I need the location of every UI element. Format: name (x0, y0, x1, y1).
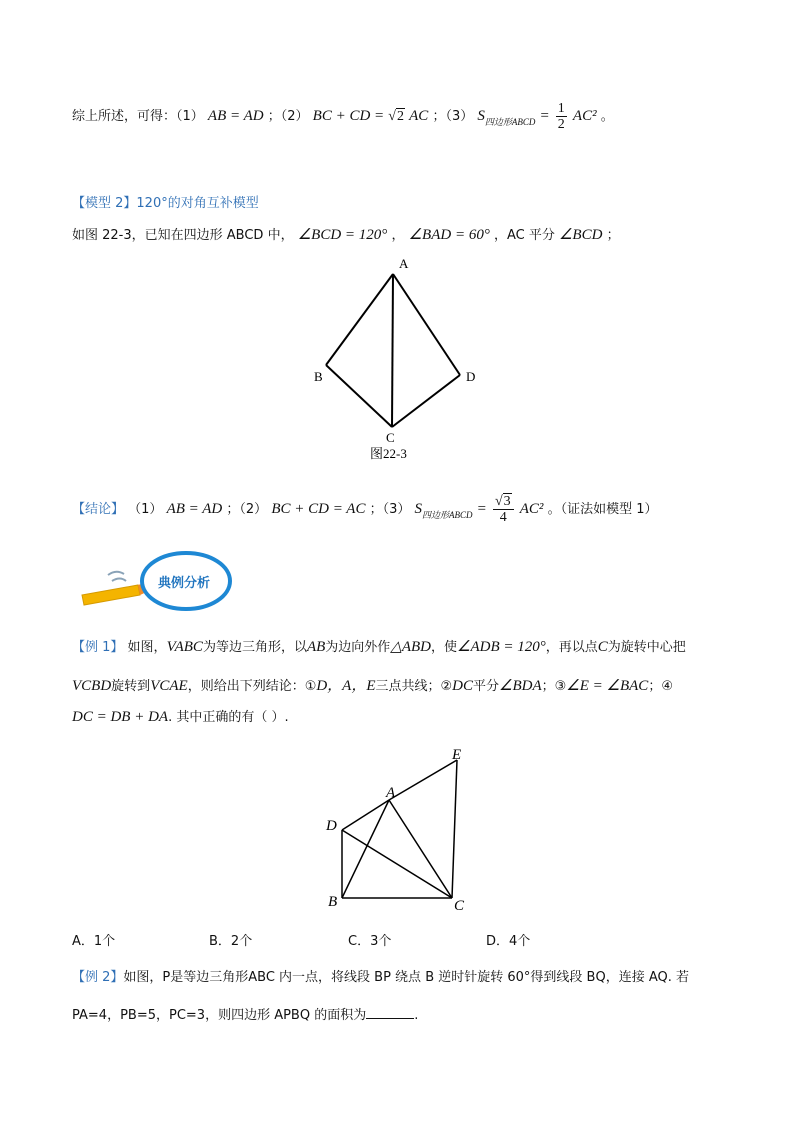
summary-prefix: 综上所述，可得：（1） (72, 109, 204, 124)
model2-comma: ， (391, 228, 405, 243)
pencil-icon (82, 572, 149, 605)
option-c[interactable]: C．3个 (348, 934, 392, 949)
fig223-edge-ad (393, 274, 460, 375)
summary-sep2: ；（3） (432, 109, 474, 124)
example1-l2-d: 平分 (473, 679, 500, 694)
example1-l2-f: ；④ (648, 679, 673, 694)
figure-22-3 (300, 250, 500, 465)
conclusion-tag: 【结论】 (72, 502, 125, 517)
example1-figure (318, 740, 478, 915)
example2-line2 (72, 1004, 418, 1023)
fig223-label-d: D (466, 369, 476, 384)
fig223-caption: 图22-3 (370, 446, 407, 461)
example1-l3-eq: DC = DB + DA (72, 709, 169, 725)
example1-dc: DC (452, 678, 474, 694)
conclusion-frac-num: √3 (493, 494, 514, 510)
example1-options (72, 930, 572, 950)
model2-intro-end: ； (606, 228, 620, 243)
badge-text: 典例分析 (158, 576, 211, 591)
example1-angle: ∠ADB = 120° (457, 639, 546, 655)
fig223-diagonal-ac (392, 274, 393, 427)
ex1-label-b: B (328, 894, 338, 910)
fig223-edge-bc (326, 365, 392, 427)
option-a[interactable]: A．1个 (72, 934, 116, 949)
option-b[interactable]: B．2个 (209, 934, 253, 949)
example1-l1-e: ，再以点 (545, 640, 598, 655)
fig223-label-c: C (386, 430, 395, 445)
conclusion-s: S (414, 501, 423, 517)
conclusion-frac-den: 4 (499, 510, 507, 525)
model2-tag: 【模型 2】 (72, 196, 137, 211)
ex1-label-c: C (454, 898, 465, 914)
example2-l1: 如图，P是等边三角形ABC 内一点，将线段 BP 绕点 B 逆时针旋转 60°得到线段 BQ，连接 AQ. 若 (123, 970, 689, 985)
model2-angle3: ∠BCD (558, 227, 603, 243)
summary-sqrt-radicand: 2 (396, 109, 404, 124)
summary-sqrt: √2 (388, 109, 404, 124)
example1-pc: C (597, 639, 608, 655)
conclusion-p1: （1） (128, 502, 163, 517)
conclusion-fraction (493, 494, 514, 525)
example1-l1-a: 如图， (127, 640, 167, 655)
example1-line3 (72, 706, 289, 726)
example1-tri1: VABC (166, 639, 203, 655)
ex1-edge-ec (452, 760, 457, 898)
example1-ab: AB (306, 639, 326, 655)
model2-intro (72, 224, 620, 244)
fig223-label-b: B (314, 369, 323, 384)
example2-l2: PA=4，PB=5，PC=3，则四边形 APBQ 的面积为 (72, 1008, 367, 1023)
summary-c3-tail: AC² (572, 108, 597, 124)
summary-sep1: ；（2） (267, 109, 309, 124)
model2-angle1: ∠BCD = 120° (297, 227, 388, 243)
conclusion-c2: BC + CD = AC (271, 501, 366, 517)
conclusion-p3: ；（3） (369, 502, 411, 517)
summary-fraction (556, 101, 567, 132)
conclusion-c3-tail: AC² (519, 501, 544, 517)
example1-dae: D，A，E (316, 678, 376, 694)
model2-title: 120°的对角互补模型 (136, 196, 259, 211)
conclusion-line (72, 492, 657, 526)
ex1-edge-ae (389, 760, 457, 800)
example1-eq3: ∠E = ∠BAC (566, 678, 649, 694)
summary-s-sub: 四边形ABCD (484, 117, 536, 127)
example1-l2-e: ；③ (541, 679, 567, 694)
example1-l1-b: 为等边三角形，以 (202, 640, 307, 655)
model2-intro-a: 如图 22-3，已知在四边形 ABCD 中， (72, 228, 294, 243)
model2-intro-b: ，AC 平分 (493, 228, 555, 243)
example1-tag: 【例 1】 (72, 640, 124, 655)
example1-tri2: △ABD (390, 639, 432, 655)
example2-tag: 【例 2】 (72, 970, 124, 985)
example1-l3-b: . 其中正确的有（ ）. (168, 710, 289, 725)
summary-s: S (477, 108, 485, 124)
summary-c1: AB = AD (207, 108, 264, 124)
example2-l2-end: . (414, 1008, 419, 1023)
summary-c2-right: AC (409, 108, 429, 124)
summary-line (72, 100, 614, 132)
conclusion-frac-radicand: 3 (503, 494, 511, 509)
example1-bda: ∠BDA (499, 678, 542, 694)
model2-angle2: ∠BAD = 60° (408, 227, 490, 243)
summary-frac-num: 1 (557, 101, 565, 116)
summary-frac-den: 2 (557, 117, 565, 132)
example1-tri3: VCBD (72, 678, 112, 694)
conclusion-c1: AB = AD (166, 501, 223, 517)
example1-l1-d: ，使 (431, 640, 458, 655)
typical-example-badge (78, 545, 238, 615)
fig223-edge-dc (392, 375, 460, 427)
ex1-label-d: D (326, 818, 337, 834)
option-d[interactable]: D．4个 (486, 934, 531, 949)
model2-heading (72, 192, 259, 211)
fig223-label-a: A (399, 256, 409, 271)
example2-line1 (72, 966, 689, 985)
fig223-edge-ab (326, 274, 393, 365)
ex1-label-e: E (452, 747, 462, 763)
example1-line1 (72, 636, 686, 656)
example1-l1-c: 为边向外作 (325, 640, 391, 655)
answer-blank[interactable] (366, 1018, 414, 1019)
conclusion-note: 。（证法如模型 1） (547, 502, 658, 517)
example1-tri4: VCAE (150, 678, 188, 694)
ex1-edge-ac (389, 800, 452, 898)
conclusion-eq: = (476, 501, 487, 517)
ex1-label-a: A (386, 785, 396, 801)
conclusion-p2: ；（2） (226, 502, 268, 517)
conclusion-s-sub: 四边形ABCD (422, 510, 473, 520)
example1-l1-f: 为旋转中心把 (607, 640, 686, 655)
example1-l2-a: 旋转到 (111, 679, 151, 694)
summary-end: 。 (600, 109, 614, 124)
example1-l2-b: ，则给出下列结论：① (187, 679, 317, 694)
summary-eq: = (539, 108, 550, 124)
summary-c2-left: BC + CD = (312, 108, 385, 124)
example1-line2 (72, 674, 673, 695)
example1-l2-c: 三点共线；② (375, 679, 453, 694)
